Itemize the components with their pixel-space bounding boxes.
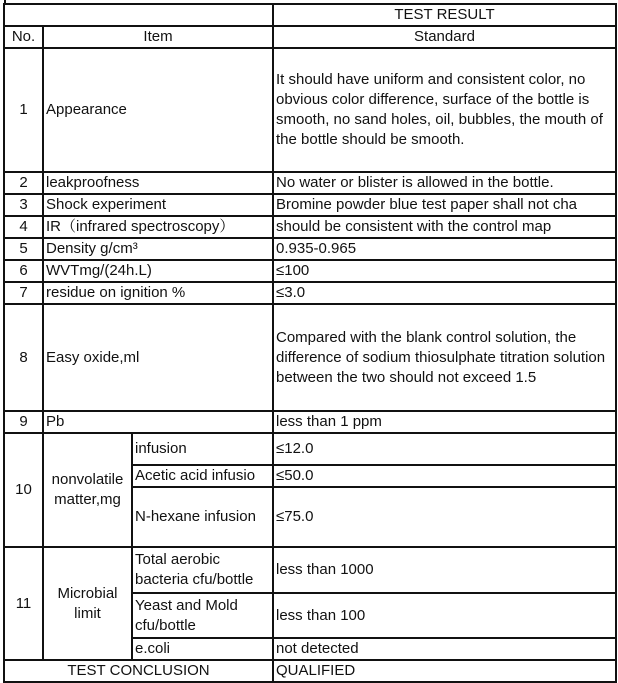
sub-item: Acetic acid infusio bbox=[132, 465, 273, 487]
row-item: Microbial limit bbox=[43, 547, 132, 660]
row-standard: not detected bbox=[273, 638, 616, 660]
row-no: 5 bbox=[4, 238, 43, 260]
row-standard: 0.935-0.965 bbox=[273, 238, 616, 260]
row-standard: It should have uniform and consistent color, no obvious color difference, surface of the bottle is smooth, no sand holes, oil, bubbles, the mouth of the bottle should be smooth. bbox=[273, 48, 616, 172]
table-row bbox=[4, 172, 616, 194]
row-no: 10 bbox=[4, 433, 43, 547]
row-item: residue on ignition % bbox=[43, 282, 273, 304]
conclusion-label: TEST CONCLUSION bbox=[4, 660, 273, 682]
conclusion-row bbox=[4, 660, 616, 682]
table-row bbox=[4, 304, 616, 411]
row-standard: less than 1000 bbox=[273, 547, 616, 593]
sub-item: Yeast and Mold cfu/bottle bbox=[132, 593, 273, 638]
row-item: IR（infrared spectroscopy） bbox=[43, 216, 273, 238]
row-no: 8 bbox=[4, 304, 43, 411]
row-standard: Bromine powder blue test paper shall not cha bbox=[273, 194, 616, 216]
row-standard: less than 1 ppm bbox=[273, 411, 616, 433]
col-item-header: Item bbox=[43, 26, 273, 48]
row-standard: Compared with the blank control solution, the difference of sodium thiosulphate titration solution between the two should not exceed 1.5 bbox=[273, 304, 616, 411]
table-row bbox=[4, 238, 616, 260]
col-standard-header: Standard bbox=[273, 26, 616, 48]
sub-item: e.coli bbox=[132, 638, 273, 660]
test-result-table bbox=[3, 3, 617, 683]
row-standard: ≤75.0 bbox=[273, 487, 616, 547]
sub-item: infusion bbox=[132, 433, 273, 465]
title-row bbox=[4, 4, 616, 26]
table-row bbox=[4, 411, 616, 433]
row-standard: should be consistent with the control map bbox=[273, 216, 616, 238]
row-no: 9 bbox=[4, 411, 43, 433]
table-title: TEST RESULT bbox=[273, 4, 616, 26]
row-item: nonvolatile matter,mg bbox=[43, 433, 132, 547]
row-item: Easy oxide,ml bbox=[43, 304, 273, 411]
row-standard: ≤3.0 bbox=[273, 282, 616, 304]
row-no: 2 bbox=[4, 172, 43, 194]
row-standard: ≤100 bbox=[273, 260, 616, 282]
sub-item: Total aerobic bacteria cfu/bottle bbox=[132, 547, 273, 593]
row-no: 4 bbox=[4, 216, 43, 238]
table-row bbox=[4, 194, 616, 216]
col-no-header: No. bbox=[4, 26, 43, 48]
table-row bbox=[4, 216, 616, 238]
table-row bbox=[4, 433, 616, 465]
header-row bbox=[4, 26, 616, 48]
row-standard: No water or blister is allowed in the bottle. bbox=[273, 172, 616, 194]
table-row bbox=[4, 547, 616, 593]
conclusion-value: QUALIFIED bbox=[273, 660, 616, 682]
row-standard: less than 100 bbox=[273, 593, 616, 638]
row-item: Density g/cm³ bbox=[43, 238, 273, 260]
table-row bbox=[4, 48, 616, 172]
sub-item: N-hexane infusion bbox=[132, 487, 273, 547]
row-item: WVTmg/(24h.L) bbox=[43, 260, 273, 282]
row-standard: ≤12.0 bbox=[273, 433, 616, 465]
table-row bbox=[4, 260, 616, 282]
row-item: Appearance bbox=[43, 48, 273, 172]
row-standard: ≤50.0 bbox=[273, 465, 616, 487]
row-item: Pb bbox=[43, 411, 273, 433]
row-no: 1 bbox=[4, 48, 43, 172]
row-no: 7 bbox=[4, 282, 43, 304]
row-no: 11 bbox=[4, 547, 43, 660]
row-item: Shock experiment bbox=[43, 194, 273, 216]
row-no: 3 bbox=[4, 194, 43, 216]
row-item: leakproofness bbox=[43, 172, 273, 194]
row-no: 6 bbox=[4, 260, 43, 282]
table-row bbox=[4, 282, 616, 304]
